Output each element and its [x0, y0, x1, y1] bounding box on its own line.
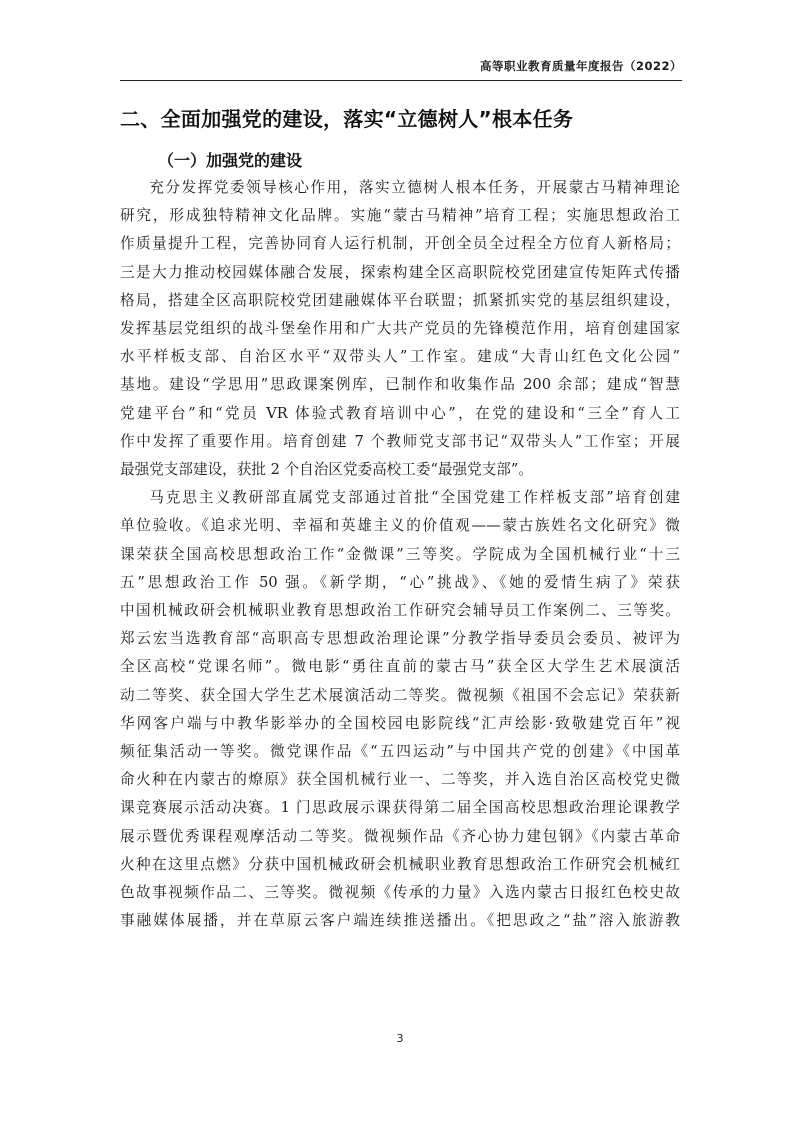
- text-line: 三是大力推动校园媒体融合发展，探索构建全区高职院校党团建宣传矩阵式传播: [120, 263, 680, 281]
- text-line: 作中发挥了重要作用。培育创建 7 个教师党支部书记“双带头人”工作室；开展: [120, 432, 680, 450]
- paragraph-1: [120, 174, 680, 484]
- text-line: 中国机械政研会机械职业教育思想政治工作研究会辅导员工作案例二、三等奖。: [120, 602, 680, 620]
- text-line: 全区高校“党课名师”。微电影“勇往直前的蒙古马”获全区大学生艺术展演活: [120, 658, 680, 676]
- text-line: 充分发挥党委领导核心作用，落实立德树人根本任务，开展蒙古马精神理论: [149, 179, 680, 196]
- section-title: 二、全面加强党的建设，落实“立德树人”根本任务: [120, 107, 574, 131]
- text-line: 郑云宏当选教育部“高职高专思想政治理论课”分教学指导委员会委员、被评为: [120, 630, 680, 648]
- text-line: 马克思主义教研部直属党支部通过首批“全国党建工作样板支部”培育创建: [149, 489, 680, 507]
- text-line: 基地。建设“学思用”思政课案例库，已制作和收集作品 200 余部；建成“智慧: [120, 376, 680, 394]
- text-line: 作质量提升工程，完善协同育人运行机制，开创全员全过程全方位育人新格局；: [120, 235, 680, 253]
- text-line: 研究，形成独特精神文化品牌。实施“蒙古马精神”培育工程；实施思想政治工: [120, 207, 680, 225]
- text-line: 火种在这里点燃》分获中国机械政研会机械职业教育思想政治工作研究会机械红: [120, 855, 680, 873]
- running-header: 高等职业教育质量年度报告（2022）: [479, 59, 682, 73]
- text-line: 单位验收。《追求光明、幸福和英雄主义的价值观——蒙古族姓名文化研究》微: [120, 517, 680, 535]
- text-line: 课荣获全国高校思想政治工作“金微课”三等奖。学院成为全国机械行业“十三: [120, 545, 680, 563]
- text-line: 华网客户端与中教华影举办的全国校园电影院线“汇声绘影·致敬建党百年”视: [120, 714, 680, 732]
- text-line: 色故事视频作品二、三等奖。微视频《传承的力量》入选内蒙古日报红色校史故: [120, 884, 680, 902]
- text-line: 命火种在内蒙古的燎原》获全国机械行业一、二等奖，并入选自治区高校党史微: [120, 771, 680, 789]
- text-line: 发挥基层党组织的战斗堡垒作用和广大共产党员的先锋模范作用，培育创建国家: [120, 320, 680, 338]
- text-line: 动二等奖、获全国大学生艺术展演活动二等奖。微视频《祖国不会忘记》荣获新: [120, 686, 680, 704]
- paragraph-2: [120, 484, 680, 935]
- body-text: [120, 174, 680, 935]
- text-line: 事融媒体展播，并在草原云客户端连续推送播出。《把思政之“盐”溶入旅游教: [120, 912, 680, 930]
- text-line: 党建平台”和“党员 VR 体验式教育培训中心”，在党的建设和“三全”育人工: [120, 404, 680, 422]
- text-line: 课竞赛展示活动决赛。1 门思政展示课获得第二届全国高校思想政治理论课教学: [120, 799, 680, 817]
- text-line: 频征集活动一等奖。微党课作品《“五四运动”与中国共产党的创建》《中国革: [120, 743, 680, 761]
- subsection-title: （一）加强党的建设: [158, 151, 303, 170]
- text-line: 水平样板支部、自治区水平“双带头人”工作室。建成“大青山红色文化公园”: [120, 348, 680, 366]
- header-divider: [120, 80, 682, 81]
- page-number: 3: [396, 1032, 404, 1045]
- text-line: 最强党支部建设，获批 2 个自治区党委高校工委“最强党支部”。: [120, 461, 533, 479]
- text-line: 格局，搭建全区高职院校党团建融媒体平台联盟；抓紧抓实党的基层组织建设，: [120, 291, 680, 309]
- text-line: 展示暨优秀课程观摩活动二等奖。微视频作品《齐心协力建包钢》《内蒙古革命: [120, 827, 680, 845]
- text-line: 五”思想政治工作 50 强。《新学期，“心”挑战》、《她的爱情生病了》荣获: [120, 573, 680, 591]
